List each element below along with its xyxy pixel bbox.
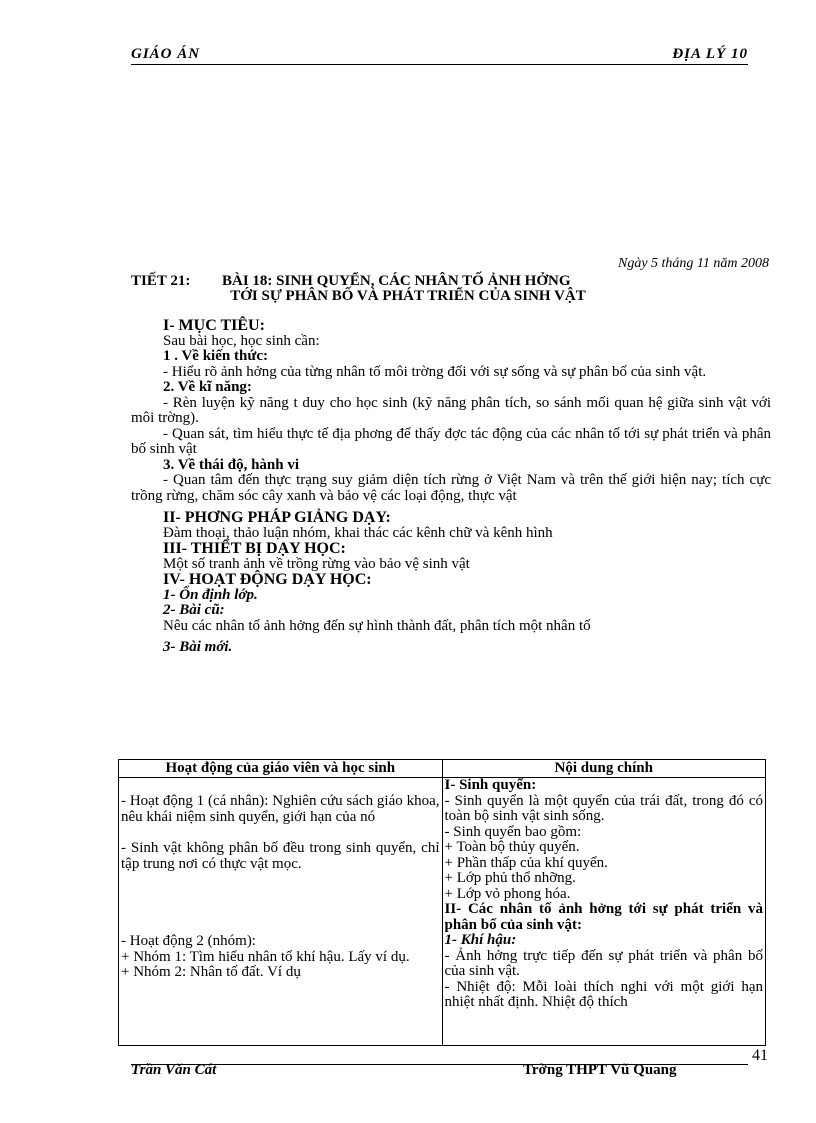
lesson-body	[131, 318, 771, 656]
methods-text: Đàm thoại, thảo luận nhóm, khai thác các kênh chữ và kênh hình	[163, 524, 553, 541]
activity-2: - Hoạt động 2 (nhóm):	[121, 933, 256, 949]
table-header-activities: Hoạt động của giáo viên và học sinh	[119, 760, 443, 778]
table-header-content: Nội dung chính	[442, 760, 766, 778]
footer-author: Trần Văn Cát	[131, 1062, 217, 1078]
activities-heading: IV- HOẠT ĐỘNG DẠY HỌC:	[163, 571, 372, 588]
lesson-title-line2: TỚI SỰ PHÂN BỐ VÀ PHÁT TRIỂN CỦA SINH VẬT	[230, 288, 586, 304]
period-label: TIẾT 21:	[131, 273, 191, 289]
lesson-date: Ngày 5 tháng 11 năm 2008	[617, 256, 769, 271]
lesson-title-text: BÀI 18: SINH QUYỂN, CÁC NHÂN TỐ ẢNH HỞNG	[222, 273, 571, 289]
content-line: - Nhiệt độ: Mỗi loài thích nghi với một giới hạn nhiệt nhất định. Nhiệt độ thích	[444, 978, 763, 1010]
new-lesson-heading: 3- Bài mới.	[163, 639, 233, 655]
objectives-heading: I- MỤC TIÊU:	[163, 317, 265, 334]
knowledge-text: - Hiểu rõ ảnh hởng của từng nhân tố môi trờng đối với sự sống và sự phân bố của sinh vật.	[163, 363, 707, 380]
content-heading-factors: II- Các nhân tố ảnh hởng tới sự phát triển và phân bố của sinh vật:	[444, 901, 763, 933]
skills-text-2: - Quan sát, tìm hiểu thực tế địa phơng để thấy đợc tác động của các nhân tố tới sự phát triển và phân bố sinh vật	[131, 425, 771, 457]
attitude-heading: 3. Về thái độ, hành vi	[163, 456, 300, 473]
content-line: - Sinh quyển là một quyển của trái đất, trong đó có toàn bộ sinh vật sinh sống.	[444, 792, 763, 824]
header-right: ĐỊA LÝ 10	[672, 46, 748, 62]
equipment-heading: III- THIẾT BỊ DẠY HỌC:	[163, 540, 346, 557]
lesson-table	[118, 759, 766, 1046]
knowledge-heading: 1 . Về kiến thức:	[163, 348, 268, 364]
skills-text-1: - Rèn luyện kỹ năng t duy cho học sinh (kỹ năng phân tích, so sánh mối quan hệ giữa sinh vật với môi trờng).	[131, 394, 771, 426]
equipment-text: Một số tranh ảnh về trồng rừng vào bảo vệ sinh vật	[163, 555, 470, 572]
activity-1: - Hoạt động 1 (cá nhân): Nghiên cứu sách giáo khoa, nêu khái niệm sinh quyển, giới hạn của nó	[121, 793, 440, 825]
content-line: + Lớp phủ thổ nhỡng.	[444, 870, 576, 886]
content-heading-climate: 1- Khí hậu:	[444, 932, 517, 948]
group-2-task: + Nhóm 2: Nhân tố đất. Ví dụ	[121, 964, 301, 980]
page-header	[131, 46, 748, 65]
content-line: + Phần thấp của khí quyển.	[444, 854, 608, 871]
activities-cell	[119, 778, 443, 1046]
content-cell	[442, 778, 766, 1046]
footer-school: Trờng THPT Vũ Quang	[523, 1062, 677, 1078]
content-line: - Ảnh hởng trực tiếp đến sự phát triển và phân bố của sinh vật.	[444, 947, 763, 979]
activity-note: - Sinh vật không phân bố đều trong sinh quyển, chỉ tập trung nơi có thực vật mọc.	[121, 840, 440, 872]
content-heading-biosphere: I- Sinh quyển:	[444, 778, 537, 793]
content-line: + Toàn bộ thủy quyển.	[444, 839, 580, 855]
content-line: + Lớp vỏ phong hóa.	[444, 885, 571, 902]
attitude-text: - Quan tâm đến thực trạng suy giảm diện tích rừng ở Việt Nam và trên thế giới hiện nay; tích cực trồng rừng, chăm sóc cây xanh và bảo vệ các loại động, thực vật	[131, 472, 771, 504]
content-line: - Sinh quyển bao gồm:	[444, 823, 582, 840]
page-number: 41	[752, 1047, 768, 1064]
skills-heading: 2. Về kĩ năng:	[163, 379, 252, 395]
header-left: GIÁO ÁN	[131, 46, 201, 62]
class-order: 1- Ổn định lớp.	[163, 586, 258, 603]
old-lesson-question: Nêu các nhân tố ảnh hởng đến sự hình thành đất, phân tích một nhân tố	[163, 617, 591, 634]
old-lesson-heading: 2- Bài cũ:	[163, 602, 225, 618]
methods-heading: II- PHƠNG PHÁP GIẢNG DẠY:	[163, 509, 391, 526]
group-1-task: + Nhóm 1: Tìm hiểu nhân tố khí hậu. Lấy ví dụ.	[121, 948, 410, 965]
objectives-intro: Sau bài học, học sinh cần:	[163, 332, 320, 349]
